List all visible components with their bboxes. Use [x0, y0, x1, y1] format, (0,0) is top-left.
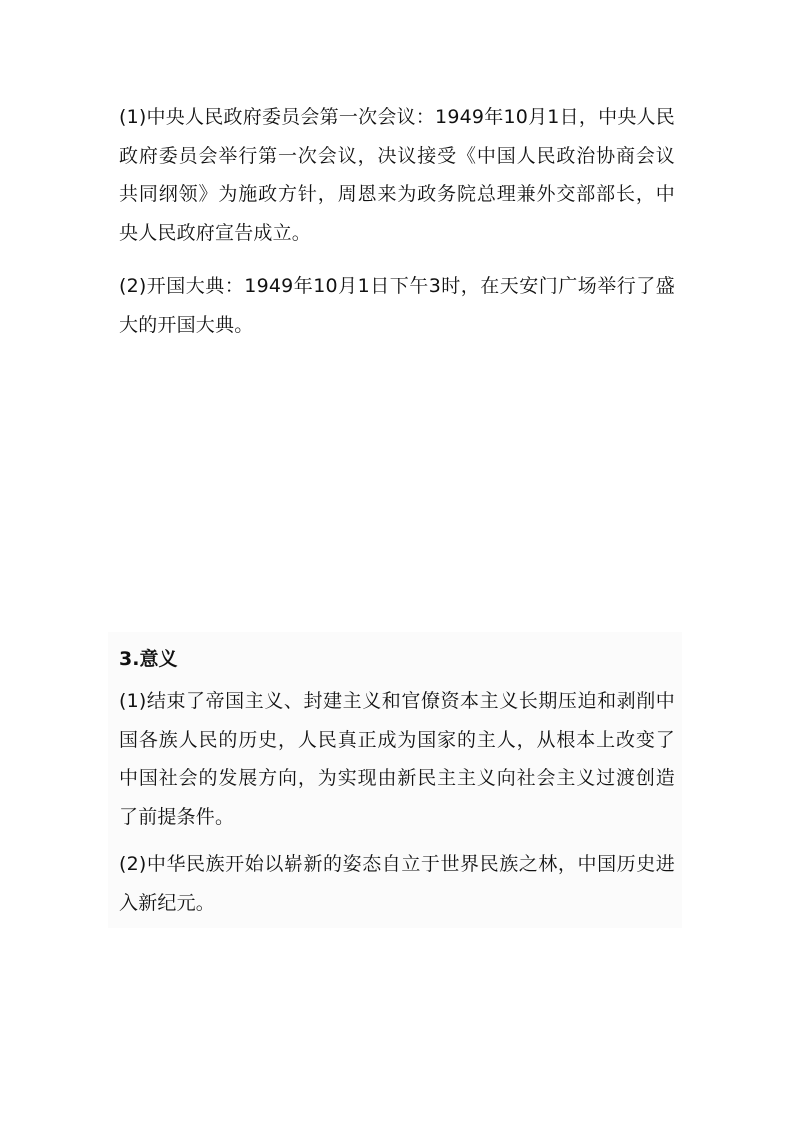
significance-item-1: (1)结束了帝国主义、封建主义和官僚资本主义长期压迫和剥削中国各族人民的历史，人民真正成为国家的主人，从根本上改变了中国社会的发展方向，为实现由新民主主义向社会主义过渡创造了前提条件。 — [119, 690, 675, 828]
founding-ceremony-paragraph: (2)开国大典：1949年10月1日下午3时，在天安门广场举行了盛大的开国大典。 — [119, 275, 675, 336]
significance-heading: 3.意义 — [119, 648, 178, 670]
significance-item-2: (2)中华民族开始以崭新的姿态自立于世界民族之林，中国历史进入新纪元。 — [119, 853, 675, 914]
founding-conference-paragraph: (1)中央人民政府委员会第一次会议：1949年10月1日，中央人民政府委员会举行第一次会议，决议接受《中国人民政治协商会议共同纲领》为施政方针，周恩来为政务院总理兼外交部部长，中央人民政府宣告成立。 — [119, 106, 675, 244]
